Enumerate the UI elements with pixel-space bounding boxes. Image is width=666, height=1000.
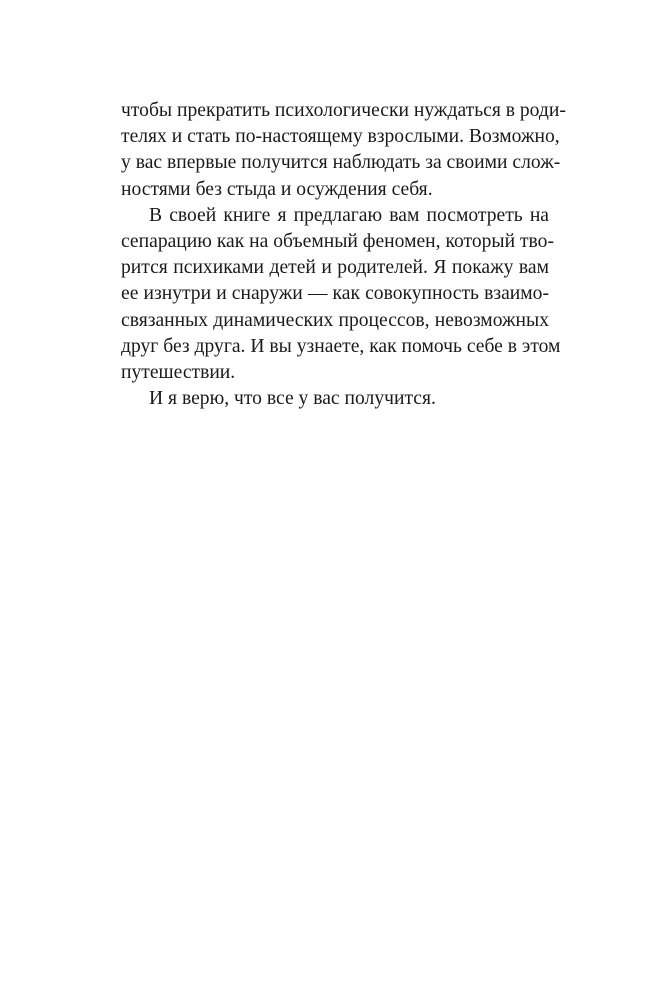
text-line: И я верю, что все у вас получится. xyxy=(149,388,436,410)
text-line: у вас впервые получится наблюдать за своими слож- xyxy=(121,152,561,174)
text-line: рится психиками детей и родителей. Я покажу вам xyxy=(121,257,549,279)
paragraph xyxy=(121,386,549,412)
paragraph xyxy=(121,203,561,386)
text-line: друг без друга. И вы узнаете, как помочь себе в этом xyxy=(121,335,561,357)
paragraph xyxy=(121,98,566,203)
text-line: путешествии. xyxy=(121,361,236,383)
text-line: В своей книге я предлагаю вам посмотреть на xyxy=(149,204,549,226)
text-line: телях и стать по-настоящему взрослыми. Возможно, xyxy=(121,126,560,148)
text-line: чтобы прекратить психологически нуждаться в роди- xyxy=(121,100,566,121)
text-line: сепарацию как на объемный феномен, который тво- xyxy=(121,230,554,252)
body-text xyxy=(121,98,566,412)
text-line: ностями без стыда и осуждения себя. xyxy=(121,178,433,200)
text-line: ее изнутри и снаружи — как совокупность взаимо- xyxy=(121,283,549,305)
text-line: связанных динамических процессов, невозможных xyxy=(121,309,549,331)
